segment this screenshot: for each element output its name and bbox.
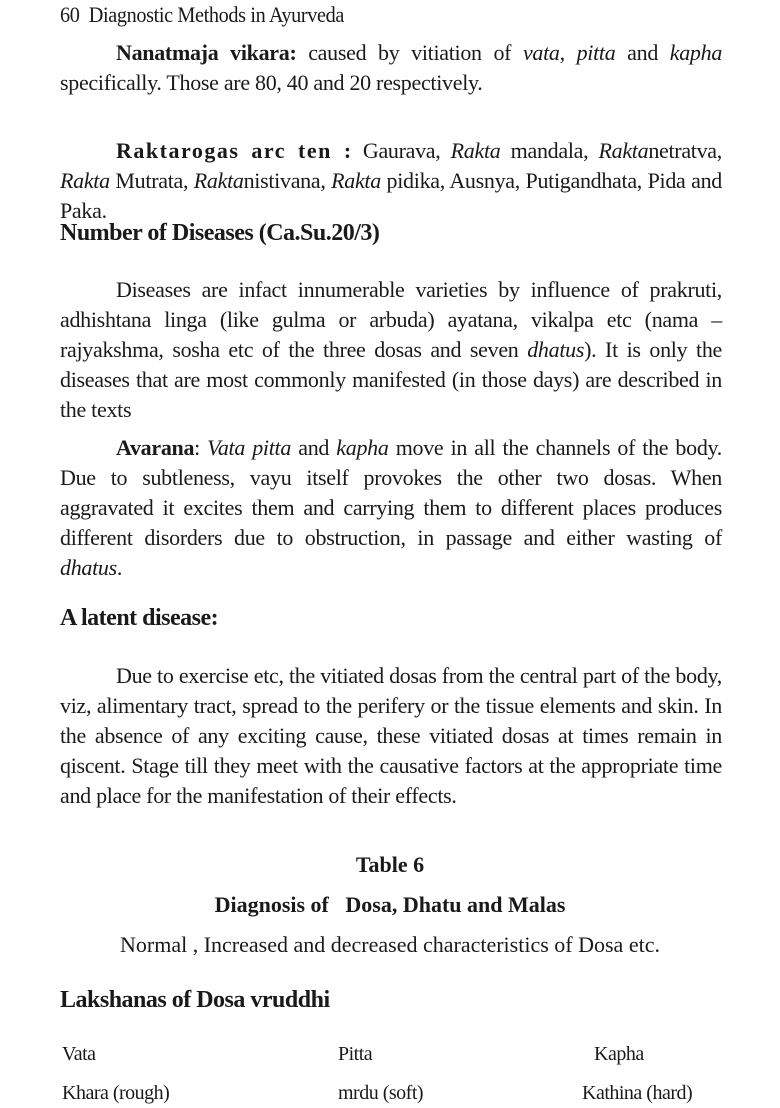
- term-avarana: Avarana: [116, 435, 195, 460]
- paragraph-avarana: Avarana: Vata pitta and kapha move in all the channels of the body. Due to subtleness, vayu itself provokes the other two dosas. When aggravated it excites them and carrying them to different places produces different disorders due to obstruction, in passage and either wasting of dhatus.: [60, 435, 723, 580]
- table-subtitle: Normal , Increased and decreased characteristics of Dosa etc.: [120, 932, 660, 957]
- running-header: [60, 2, 344, 28]
- table-cell: Khara (rough): [62, 1082, 170, 1104]
- term-raktarogas: Raktarogas arc ten :: [116, 138, 353, 163]
- table-cell: mrdu (soft): [338, 1082, 424, 1104]
- column-header-kapha: Kapha: [594, 1043, 644, 1065]
- heading-number-of-diseases: Number of Diseases (Ca.Su.20/3): [60, 220, 380, 246]
- paragraph-latent-disease: Due to exercise etc, the vitiated dosas from the central part of the body, viz, alimentary tract, spread to the perifery or the tissue elements and skin. In the absence of any exciting cause, these vitiated dosas at times remain in qiscent. Stage till they meet with the causative factors at the appropriate time and place for the manifestation of their effects.: [60, 663, 722, 808]
- table-title: Diagnosis of Dosa, Dhatu and Malas: [214, 892, 566, 917]
- paragraph-diseases: Diseases are infact innumerable varieties by influence of prakruti, adhishtana linga (like gulma or arbuda) ayatana, vikalpa etc (nama – rajyakshma, sosha etc of the three dosas and seven dhatus). It is only the diseases that are most commonly manifested (in those days) are described in the texts: [60, 277, 722, 422]
- column-header-vata: Vata: [62, 1043, 96, 1065]
- column-header-pitta: Pitta: [338, 1043, 373, 1065]
- paragraph-nanatmaja: Nanatmaja vikara: caused by vitiation of vata, pitta and kapha specifically. Those are 80, 40 and 20 respectively.: [60, 40, 723, 95]
- heading-lakshanas: Lakshanas of Dosa vruddhi: [60, 987, 330, 1013]
- table-label: Table 6: [355, 852, 425, 877]
- page-number: 60: [60, 2, 80, 27]
- running-title: Diagnostic Methods in Ayurveda: [88, 2, 344, 27]
- paragraph-raktarogas: Raktarogas arc ten : Gaurava, Rakta mandala, Raktanetratva, Rakta Mutrata, Raktanistivana, Rakta pidika, Ausnya, Putigandhata, Pida and Paka.: [60, 138, 722, 223]
- table-cell: Kathina (hard): [582, 1082, 693, 1104]
- term-nanatmaja: Nanatmaja vikara:: [116, 40, 297, 65]
- heading-latent-disease: A latent disease:: [60, 605, 219, 631]
